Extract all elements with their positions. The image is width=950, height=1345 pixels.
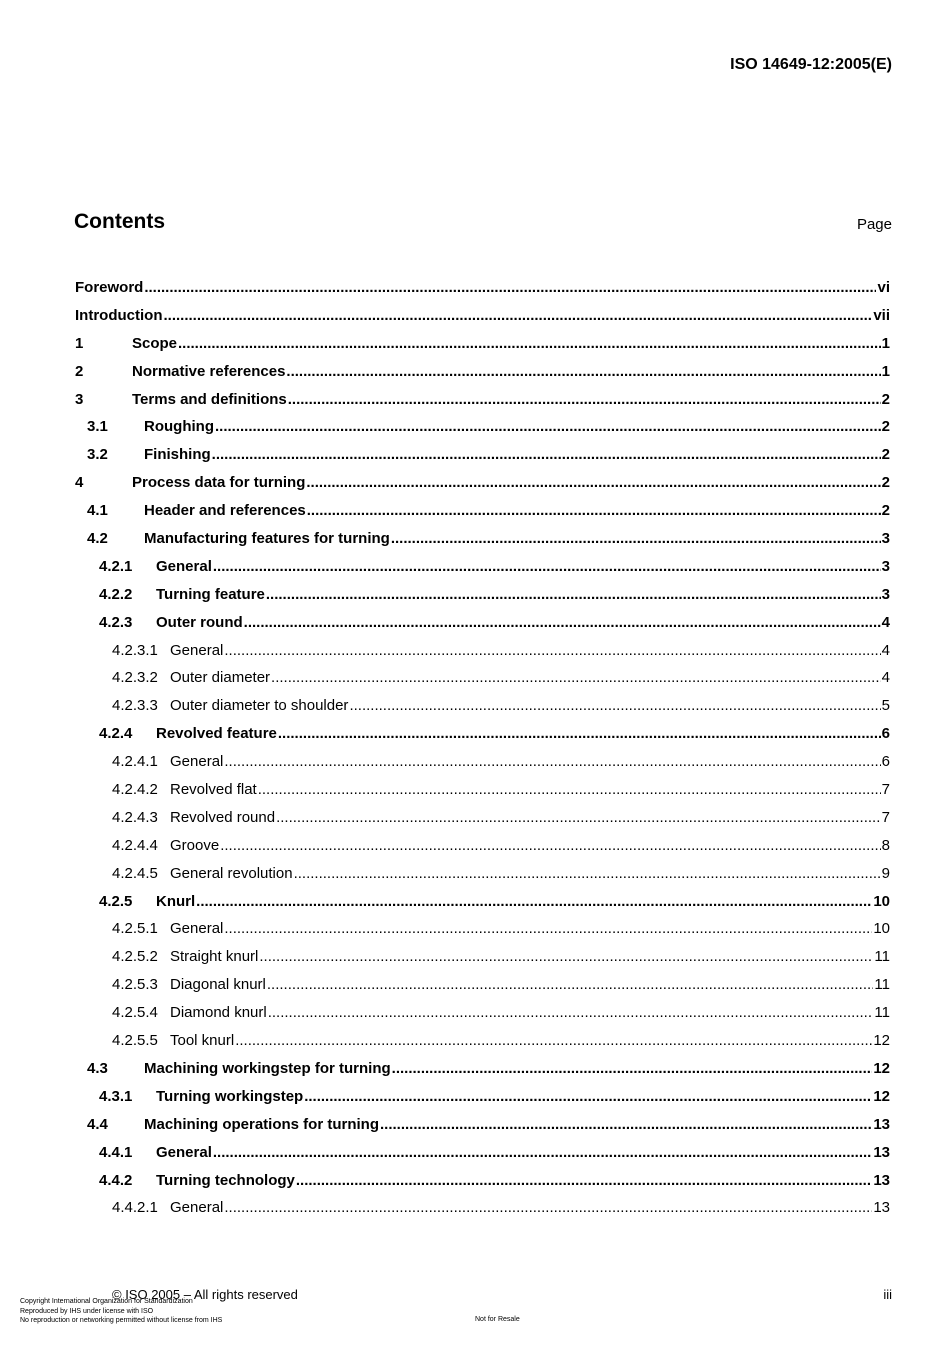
toc-entry[interactable] [75, 748, 890, 776]
footer-copyright: © ISO 2005 – All rights reserved [112, 1287, 298, 1302]
toc-entry[interactable] [75, 553, 890, 581]
toc-dot-leader [220, 832, 880, 860]
toc-entry-label: Roughing [144, 418, 214, 436]
toc-dot-leader [296, 1167, 872, 1195]
toc-entry-number: 2 [75, 362, 84, 380]
toc-entry-number: 4.2.3.3 [112, 697, 158, 715]
toc-entry-label: Outer round [156, 613, 243, 631]
toc-entry[interactable] [75, 1167, 890, 1195]
toc-dot-leader [392, 1055, 873, 1083]
toc-entry[interactable] [75, 386, 890, 414]
toc-entry-label: Revolved feature [156, 725, 277, 743]
toc-entry-label: Turning feature [156, 585, 265, 603]
toc-dot-leader [215, 413, 881, 441]
toc-entry-label: Foreword [75, 279, 144, 296]
toc-entry-label: General [156, 557, 212, 575]
toc-entry-page: vii [873, 306, 890, 324]
toc-entry-label: Header and references [144, 502, 306, 520]
toc-entry-label: Diamond knurl [170, 1004, 267, 1022]
toc-entry-page: 13 [873, 1199, 890, 1217]
toc-entry-label: General [170, 641, 224, 659]
toc-entry-page: 5 [881, 697, 890, 715]
toc-entry[interactable] [75, 1111, 890, 1139]
toc-entry-label: Scope [132, 334, 178, 352]
toc-entry-page: 1 [881, 362, 890, 380]
toc-entry-label: Turning technology [156, 1171, 295, 1189]
toc-entry-page: 12 [873, 1032, 890, 1050]
toc-dot-leader [278, 720, 881, 748]
toc-entry[interactable] [75, 1139, 890, 1167]
toc-dot-leader [307, 497, 881, 525]
toc-dot-leader [244, 609, 881, 637]
legal-line: Reproduced by IHS under license with ISO [20, 1307, 154, 1315]
toc-entry-page: 1 [881, 334, 890, 352]
toc-entry-page: 11 [874, 1004, 890, 1022]
toc-entry-label: Revolved round [170, 808, 276, 826]
toc-entry-label: Terms and definitions [132, 390, 287, 408]
toc-entry-number: 4.2.4.2 [112, 781, 158, 799]
toc-entry-number: 4.2 [87, 530, 108, 548]
toc-entry-label: General [170, 920, 224, 938]
toc-entry-page: vi [877, 279, 890, 296]
toc-entry-page: 13 [873, 1171, 890, 1189]
toc-entry-number: 4.4.1 [99, 1143, 133, 1161]
toc-entry-number: 4.2.4.5 [112, 864, 158, 882]
toc-dot-leader [267, 971, 874, 999]
page-column-label: Page [856, 216, 892, 233]
toc-entry-page: 2 [881, 390, 890, 408]
toc-entry-page: 6 [881, 753, 890, 771]
toc-entry[interactable] [75, 358, 890, 386]
toc-entry-number: 4.4.2.1 [112, 1199, 158, 1217]
toc-entry[interactable] [75, 1083, 890, 1111]
toc-entry-number: 4.1 [87, 502, 108, 520]
footer-page-number: iii [883, 1287, 892, 1302]
toc-entry-label: Introduction [75, 306, 163, 324]
toc-dot-leader [306, 469, 880, 497]
toc-entry-number: 4.2.5.1 [112, 920, 158, 938]
toc-entry-page: 11 [874, 948, 890, 966]
toc-entry-page: 4 [881, 641, 890, 659]
resale-notice: Not for Resale [475, 1316, 520, 1323]
toc-entry[interactable] [75, 609, 890, 637]
toc-entry[interactable] [75, 943, 890, 971]
toc-entry[interactable] [75, 1194, 890, 1222]
toc-entry-page: 9 [881, 864, 890, 882]
toc-entry[interactable] [75, 999, 890, 1027]
toc-dot-leader [224, 915, 872, 943]
toc-entry[interactable] [75, 581, 890, 609]
toc-entry-page: 8 [881, 836, 890, 854]
toc-entry-label: Manufacturing features for turning [144, 530, 390, 548]
toc-entry-number: 4.4 [87, 1115, 108, 1133]
toc-entry[interactable] [75, 525, 890, 553]
toc-entry-label: Tool knurl [170, 1032, 235, 1050]
toc-dot-leader [212, 441, 881, 469]
toc-entry-label: General revolution [170, 864, 293, 882]
toc-dot-leader [163, 302, 872, 330]
toc-entry-page: 4 [881, 669, 890, 687]
toc-entry[interactable] [75, 413, 890, 441]
toc-entry-number: 4.2.1 [99, 557, 133, 575]
toc-entry[interactable] [75, 804, 890, 832]
toc-entry-number: 1 [75, 334, 84, 352]
toc-entry[interactable] [75, 832, 890, 860]
toc-dot-leader [286, 358, 880, 386]
table-of-contents [75, 274, 890, 1222]
toc-entry[interactable] [75, 915, 890, 943]
toc-entry-number: 3.2 [87, 446, 108, 464]
toc-entry[interactable] [75, 497, 890, 525]
toc-entry-page: 2 [881, 418, 890, 436]
toc-entry-page: 12 [873, 1059, 890, 1077]
toc-entry-label: Straight knurl [170, 948, 259, 966]
toc-entry-number: 4.3 [87, 1059, 108, 1077]
toc-entry-label: Turning workingstep [156, 1087, 304, 1105]
page-title: Contents [74, 210, 165, 233]
toc-dot-leader [304, 1083, 872, 1111]
toc-dot-leader [266, 581, 881, 609]
toc-entry[interactable] [75, 1055, 890, 1083]
toc-dot-leader [276, 804, 881, 832]
toc-entry-label: Machining operations for turning [144, 1115, 379, 1133]
toc-entry-label: Process data for turning [132, 474, 306, 492]
toc-entry[interactable] [75, 860, 890, 888]
toc-entry-label: Outer diameter [170, 669, 271, 687]
toc-entry-label: General [170, 753, 224, 771]
toc-entry-page: 13 [873, 1115, 890, 1133]
toc-entry[interactable] [75, 664, 890, 692]
toc-entry-page: 6 [881, 725, 890, 743]
toc-entry-number: 4.2.5.5 [112, 1032, 158, 1050]
toc-entry-page: 2 [881, 502, 890, 520]
toc-entry[interactable] [75, 302, 890, 330]
toc-dot-leader [213, 1139, 872, 1167]
toc-entry-label: Diagonal knurl [170, 976, 266, 994]
toc-entry-label: General [170, 1199, 224, 1217]
toc-entry-number: 4.4.2 [99, 1171, 133, 1189]
toc-entry-number: 3 [75, 390, 84, 408]
toc-entry-page: 2 [881, 446, 890, 464]
toc-entry-page: 13 [873, 1143, 890, 1161]
toc-entry-number: 4.2.4 [99, 725, 133, 743]
toc-dot-leader [213, 553, 881, 581]
toc-entry-page: 3 [881, 585, 890, 603]
toc-dot-leader [391, 525, 881, 553]
toc-dot-leader [178, 330, 881, 358]
toc-entry-label: Finishing [144, 446, 211, 464]
toc-dot-leader [349, 692, 880, 720]
toc-entry-page: 11 [874, 976, 890, 994]
toc-entry-number: 4.2.3.2 [112, 669, 158, 687]
toc-dot-leader [288, 386, 881, 414]
toc-dot-leader [380, 1111, 872, 1139]
toc-entry[interactable] [75, 888, 890, 916]
toc-dot-leader [224, 637, 880, 665]
toc-entry-page: 4 [881, 613, 890, 631]
toc-entry-number: 4.2.4.3 [112, 808, 158, 826]
toc-entry-page: 2 [881, 474, 890, 492]
legal-line: No reproduction or networking permitted without license from IHS [20, 1317, 223, 1324]
toc-entry-label: General [156, 1143, 212, 1161]
legal-notice [20, 1297, 222, 1326]
toc-entry-label: Groove [170, 836, 220, 854]
legal-line: Copyright International Organization for Standardization [20, 1298, 193, 1305]
toc-entry[interactable] [75, 274, 890, 302]
toc-entry[interactable] [75, 441, 890, 469]
toc-entry-number: 4.2.3.1 [112, 641, 158, 659]
toc-entry-number: 4.2.3 [99, 613, 133, 631]
toc-dot-leader [224, 1194, 872, 1222]
toc-dot-leader [235, 1027, 872, 1055]
toc-entry-page: 12 [873, 1087, 890, 1105]
toc-entry-page: 3 [881, 557, 890, 575]
toc-entry-page: 7 [881, 781, 890, 799]
toc-entry-label: Normative references [132, 362, 286, 380]
toc-entry-number: 4.2.4.1 [112, 753, 158, 771]
toc-entry[interactable] [75, 469, 890, 497]
toc-entry-number: 4.3.1 [99, 1087, 133, 1105]
toc-entry-page: 3 [881, 530, 890, 548]
toc-entry[interactable] [75, 637, 890, 665]
document-id: ISO 14649-12:2005(E) [730, 56, 892, 73]
toc-entry-number: 4.2.5.4 [112, 1004, 158, 1022]
toc-dot-leader [268, 999, 874, 1027]
toc-entry-number: 4.2.5.2 [112, 948, 158, 966]
toc-entry-label: Knurl [156, 892, 196, 910]
toc-entry[interactable] [75, 720, 890, 748]
toc-entry-label: Outer diameter to shoulder [170, 697, 349, 715]
toc-entry[interactable] [75, 776, 890, 804]
toc-entry-number: 4 [75, 474, 84, 492]
toc-entry[interactable] [75, 330, 890, 358]
toc-entry-number: 3.1 [87, 418, 108, 436]
toc-entry-label: Machining workingstep for turning [144, 1059, 391, 1077]
toc-entry-page: 7 [881, 808, 890, 826]
toc-entry-page: 10 [873, 892, 890, 910]
toc-dot-leader [258, 776, 881, 804]
toc-dot-leader [196, 888, 872, 916]
toc-entry[interactable] [75, 692, 890, 720]
toc-entry-number: 4.2.2 [99, 585, 133, 603]
toc-dot-leader [144, 274, 876, 302]
toc-dot-leader [294, 860, 881, 888]
toc-entry-number: 4.2.4.4 [112, 836, 158, 854]
toc-dot-leader [271, 664, 881, 692]
toc-entry-number: 4.2.5 [99, 892, 133, 910]
toc-entry-number: 4.2.5.3 [112, 976, 158, 994]
toc-entry[interactable] [75, 1027, 890, 1055]
toc-entry-page: 10 [873, 920, 890, 938]
toc-entry-label: Revolved flat [170, 781, 257, 799]
toc-entry[interactable] [75, 971, 890, 999]
toc-dot-leader [259, 943, 873, 971]
toc-dot-leader [224, 748, 880, 776]
